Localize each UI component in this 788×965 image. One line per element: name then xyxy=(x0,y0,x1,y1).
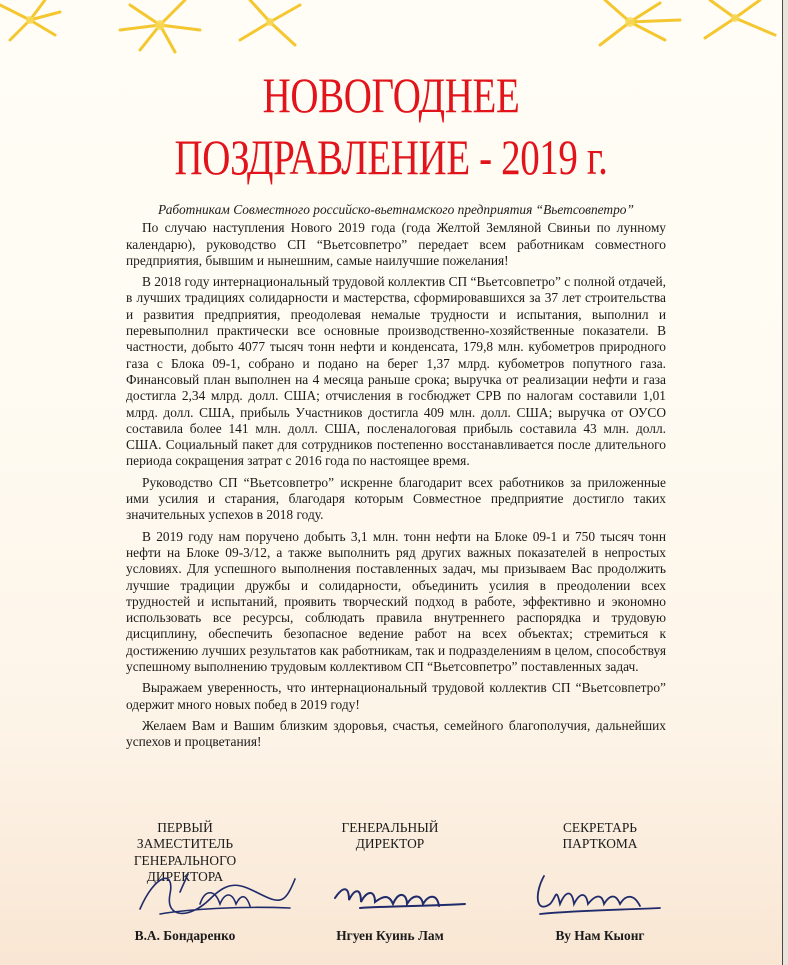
signatory-first-deputy xyxy=(110,820,260,943)
signatory-name: В.А. Бондаренко xyxy=(134,928,236,943)
signatory-title-line: ГЕНЕРАЛЬНОГО xyxy=(133,852,237,868)
paragraph-2: В 2018 году интернациональный трудовой коллектив СП “Вьетсовпетро” с полной отдачей, в лучших традициях солидарности и мастерства, сформировавшихся за 37 лет строительства и развития предприятия, преодолевая немалые трудности и испытания, выполнил и перевыполнил практически все основные производственно-хозяйственные показатели. В частности, добыто 4077 тысяч тонн нефти и конденсата, 179,8 млн. кубометров природного газа с Блока 09-1, собрано и подано на берег 1,37 млрд. кубометров попутного газа. Финансовый план выполнен на 4 месяца раньше срока; выручка от реализации нефти и газа достигла 2,34 млрд. долл. США; отчисления в госбюджет СРВ по налогам составили 1,01 млрд. долл. США, прибыль Участников достигла 409 млн. долл. США; выручка от ОУСО составила более 141 млн. долл. США, посленалоговая прибыль составила 43 млн. долл. США. Социальный пакет для сотрудников постепенно восстанавливается после длительного периода сокращения затрат с 2016 года по настоящее время. xyxy=(126,274,666,469)
letter-greeting: Работникам Совместного российско-вьетнамского предприятия “Вьетсовпетро” xyxy=(158,202,634,217)
window-edge xyxy=(782,0,788,965)
signatory-title-line: СЕКРЕТАРЬ xyxy=(563,820,637,835)
signatory-name: Ву Нам Кыонг xyxy=(555,928,645,943)
paragraph-3: Руководство СП “Вьетсовпетро” искренне благодарит всех работников за приложенные ими усилия и старания, благодаря которым Совместное предприятие достигло таких значительных успехов в 2018 году. xyxy=(126,474,666,523)
title-line-2: ПОЗДРАВЛЕНИЕ - 2019 г. xyxy=(174,129,608,185)
paragraph-5: Выражаем уверенность, что интернациональный трудовой коллектив СП “Вьетсовпетро” одержит много новых побед в 2019 году! xyxy=(126,680,666,712)
fireworks-decoration xyxy=(0,0,782,60)
handwritten-signature xyxy=(530,864,670,922)
handwritten-signature xyxy=(330,868,470,918)
paragraph-6: Желаем Вам и Вашим близким здоровья, счастья, семейного благополучия, дальнейших успехов и процветания! xyxy=(126,717,666,750)
signatory-title-line: ДИРЕКТОРА xyxy=(146,868,224,884)
paragraph-4: В 2019 году нам поручено добыть 3,1 млн. тонн нефти на Блоке 09-1 и 750 тысяч тонн нефти на Блоке 09-3/12, а также выполнить ряд других важных показателей в непростых условиях. Для успешного выполнения поставленных задач, мы призываем Вас продолжить лучшие традиции дружбы и солидарности, объединить усилия в преодолении всех трудностей и испытаний, проявить творческий подход в работе, эффективно и экономно использовать все ресурсы, соблюдать правила внутреннего распорядка и трудовую дисциплину, обеспечить безопасное ведение работ на всех объектах; стремиться к достижению лучших результатов как работникам, так и подразделениям в целом, способствуя успешному выполнению трудовым коллективом СП “Вьетсовпетро” поставленных задач. xyxy=(126,528,666,675)
paragraph-1: По случаю наступления Нового 2019 года (года Желтой Земляной Свиньи по лунному календарю), руководство СП “Вьетсовпетро” передает всем работникам совместного предприятия, бывшим и нынешним, самые наилучшие пожелания! xyxy=(126,220,666,268)
handwritten-signature xyxy=(130,864,300,926)
signatory-general-director xyxy=(320,820,460,943)
signatory-party-secretary xyxy=(530,820,670,943)
title-line-1: НОВОГОДНЕЕ xyxy=(262,67,520,123)
letter-body xyxy=(126,202,666,756)
signatory-name: Нгуен Куинь Лам xyxy=(336,928,444,943)
signatory-title-line: ДИРЕКТОР xyxy=(355,836,425,852)
signatures-block xyxy=(110,820,680,960)
signatory-title-line: ПЕРВЫЙ ЗАМЕСТИТЕЛЬ xyxy=(136,820,234,852)
signatory-title-line: ПАРТКОМА xyxy=(562,836,638,852)
signatory-title-line: ГЕНЕРАЛЬНЫЙ xyxy=(341,820,439,835)
